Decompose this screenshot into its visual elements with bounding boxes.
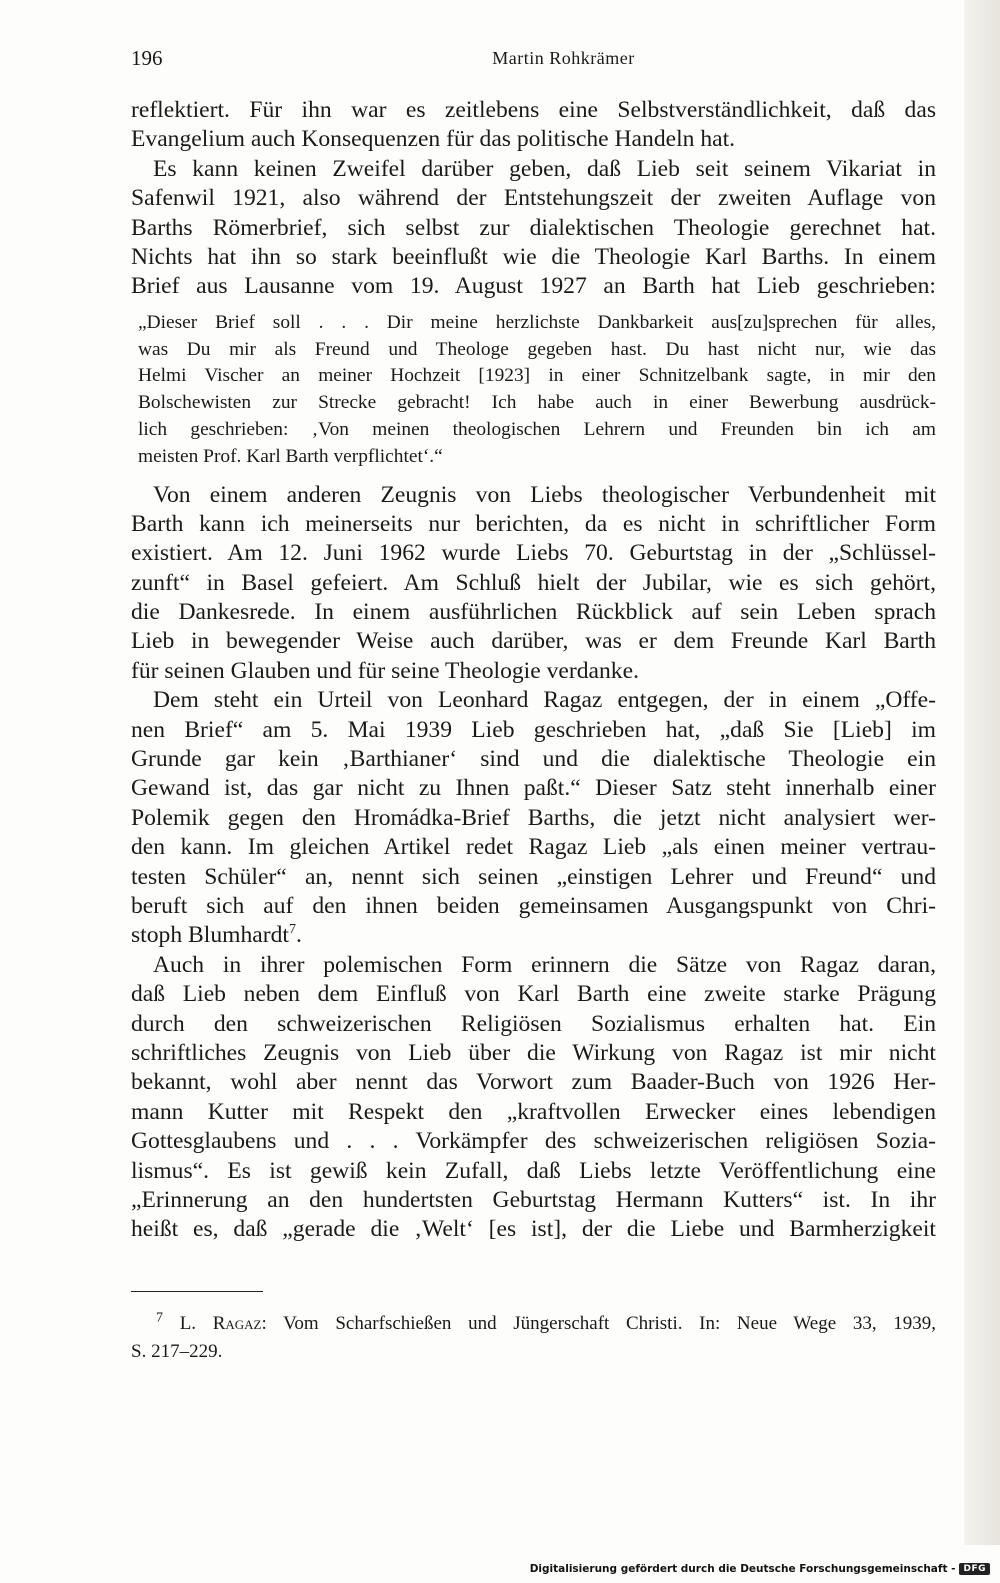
line-text: durch den schweizerischen Religiösen Sozialismus erhalten hat. Ein [131,1010,936,1037]
text-line [131,1215,936,1244]
line-text: Gottesglaubens und . . . Vorkämpfer des schweizerischen religiösen Sozia- [131,1128,936,1155]
paragraph-block-2 [131,481,936,1245]
line-text: Bolschewisten zur Strecke gebracht! Ich habe auch in einer Bewerbung ausdrück- [138,392,936,414]
quote-line [138,444,936,471]
text-line [131,243,936,272]
page-number: 196 [131,46,163,70]
line-text: Helmi Vischer an meiner Hochzeit [1923] in einer Schnitzelbank sagte, in mir den [138,365,936,387]
footnote-citation: : Vom Scharfschießen und Jüngerschaft Christi. In: Neue Wege 33, 1939, [261,1313,937,1334]
line-text: nen Brief“ am 5. Mai 1939 Lieb geschrieben hat, „daß Sie [Lieb] im [131,716,936,743]
line-text: meisten Prof. Karl Barth verpflichtet‘.“ [138,445,443,467]
text-line [131,951,936,980]
text-line [131,980,936,1009]
line-text: Lieb in bewegender Weise auch darüber, was er dem Freunde Karl Barth [131,628,936,655]
line-text: Nichts hat ihn so stark beeinflußt wie die Theologie Karl Barths. In einem [131,243,936,270]
page-header [131,46,936,76]
running-head: Martin Rohkrämer [492,48,635,68]
line-text: lich geschrieben: ‚Von meinen theologischen Lehrern und Freunden bin ich am [138,418,936,440]
text-line [131,716,936,745]
line-text: bekannt, wohl aber nennt das Vorwort zum Baader-Buch von 1926 Her- [131,1069,936,1096]
line-text: Barth kann ich meinerseits nur berichten, da es nicht in schriftlicher Form [131,510,936,537]
text-line [131,96,936,125]
text-line [131,539,936,568]
dfg-logo: DFG [959,1563,990,1575]
footer-text: Digitalisierung gefördert durch die Deutsche Forschungsgemeinschaft - [529,1563,956,1575]
text-line [131,1068,936,1097]
text-line [131,774,936,803]
line-text: für seinen Glauben und für seine Theologie verdanke. [131,657,639,684]
line-text: Evangelium auch Konsequenzen für das politische Handeln hat. [131,126,736,153]
text-line [131,184,936,213]
text-line [131,833,936,862]
text-line [131,481,936,510]
text-line [131,598,936,627]
line-text: existiert. Am 12. Juni 1962 wurde Liebs 70. Geburtstag in der „Schlüssel- [131,540,936,567]
text-line [131,863,936,892]
quote-line [138,363,936,390]
text-line [131,892,936,921]
footnote [131,1310,936,1365]
quote-line [138,417,936,444]
line-text: „Erinnerung an den hundertsten Geburtstag Hermann Kutters“ ist. In ihr [131,1186,936,1213]
text-line [131,745,936,774]
text-line [131,1127,936,1156]
footnote-rule [131,1291,263,1292]
footnote-marker: 7 [156,1310,163,1326]
text-line [131,1186,936,1215]
line-text: testen Schüler“ an, nennt sich seinen „einstigen Lehrer und Freund“ und [131,863,936,890]
line-text: lismus“. Es ist gewiß kein Zufall, daß Liebs letzte Veröffentlichung eine [131,1157,936,1184]
quote-line [138,310,936,337]
text-line [131,214,936,243]
line-text: die Dankesrede. In einem ausführlichen Rückblick auf sein Leben sprach [131,599,936,626]
footnote-author: L. Ragaz [179,1313,262,1334]
line-text: schriftliches Zeugnis von Lieb über die Wirkung von Ragaz ist mir nicht [131,1039,936,1066]
line-text: Safenwil 1921, also während der Entstehungszeit der zweiten Auflage von [131,185,936,212]
page-edge-shadow [964,0,1000,1545]
line-text: daß Lieb neben dem Einfluß von Karl Barth eine zweite starke Prägung [131,981,936,1008]
text-line [131,510,936,539]
text-line [131,155,936,184]
text-line [131,921,936,950]
footnote-line [131,1310,936,1338]
text-line [131,804,936,833]
footnote-reference: 7 [288,922,296,938]
text-line [131,1039,936,1068]
text-line [131,1098,936,1127]
text-line [131,657,936,686]
line-text: beruft sich auf den ihnen beiden gemeinsamen Ausgangspunkt von Chri- [131,892,936,919]
footnote-line: S. 217–229. [131,1340,223,1362]
paragraph-block-1 [131,96,936,302]
quote-line [138,390,936,417]
line-text: mann Kutter mit Respekt den „kraftvollen Erwecker eines lebendigen [131,1098,936,1125]
text-line [131,569,936,598]
text-line [131,686,936,715]
text-line [131,1010,936,1039]
line-text: Auch in ihrer polemischen Form erinnern die Sätze von Ragaz daran, [153,951,936,978]
line-text: was Du mir als Freund und Theologe gegeben hast. Du hast nicht nur, wie das [138,338,936,360]
text-line [131,272,936,301]
line-text: Von einem anderen Zeugnis von Liebs theologischer Verbundenheit mit [153,481,936,508]
line-text: Barths Römerbrief, sich selbst zur dialektischen Theologie gerechnet hat. [131,214,936,241]
block-quote [138,310,936,471]
text-line [131,1157,936,1186]
text-line [131,627,936,656]
line-text: Grunde gar kein ‚Barthianer‘ sind und die dialektische Theologie ein [131,746,936,773]
main-text [131,96,936,1245]
line-text: zunft“ in Basel gefeiert. Am Schluß hielt der Jubilar, wie es sich gehört, [131,569,936,596]
line-text: den kann. Im gleichen Artikel redet Ragaz Lieb „als einen meiner vertrau- [131,834,936,861]
text-line [131,125,936,154]
line-text: stoph Blumhardt [131,922,289,949]
line-text: Gewand ist, das gar nicht zu Ihnen paßt.“ Dieser Satz steht innerhalb einer [131,775,936,802]
line-text-tail: . [295,922,302,949]
line-text: reflektiert. Für ihn war es zeitlebens eine Selbstverständlichkeit, daß das [131,97,936,123]
quote-line [138,337,936,364]
line-text: Dem steht ein Urteil von Leonhard Ragaz entgegen, der in einem „Offe- [153,687,936,714]
digitization-footer [530,1563,990,1575]
line-text: heißt es, daß „gerade die ‚Welt‘ [es ist], der die Liebe und Barmherzigkeit [131,1216,936,1243]
line-text: Polemik gegen den Hromádka-Brief Barths, die jetzt nicht analysiert wer- [131,804,936,831]
line-text: „Dieser Brief soll . . . Dir meine herzlichste Dankbarkeit aus[zu]sprechen für alles, [138,311,936,333]
line-text: Brief aus Lausanne vom 19. August 1927 an Barth hat Lieb geschrieben: [131,273,936,300]
line-text: Es kann keinen Zweifel darüber geben, daß Lieb seit seinem Vikariat in [153,155,936,182]
